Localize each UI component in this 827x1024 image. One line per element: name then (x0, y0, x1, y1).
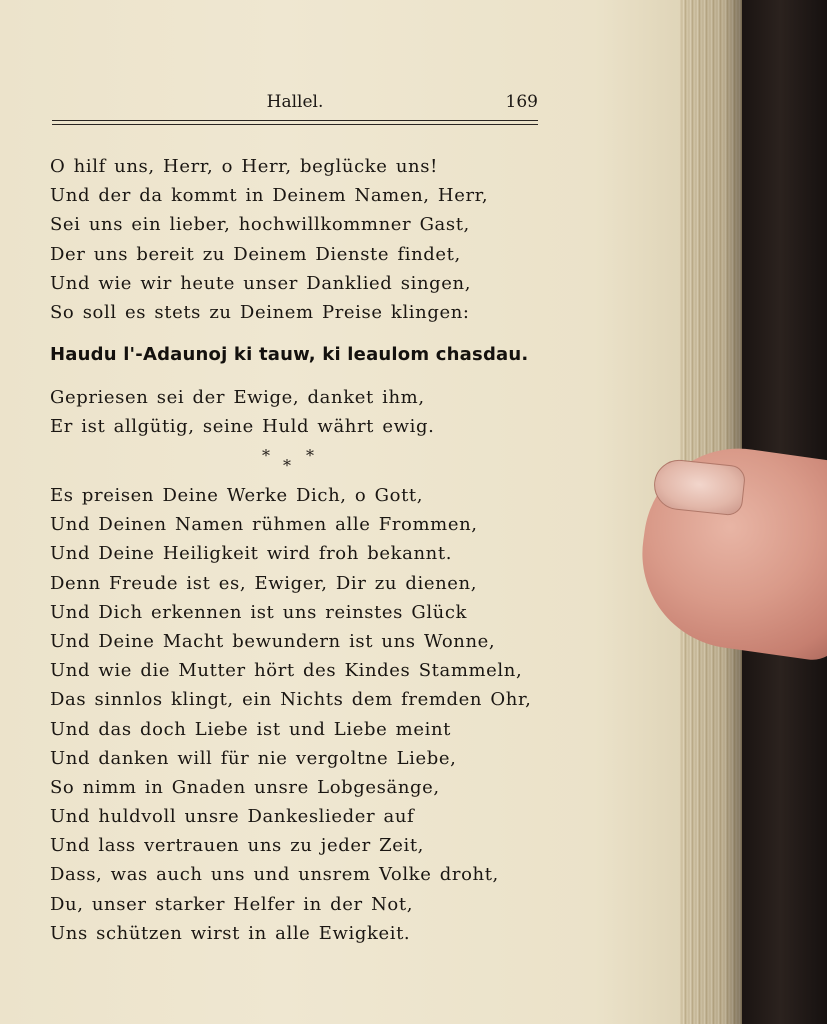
verse-line: Und Deinen Namen rühmen alle Frommen, (50, 514, 478, 536)
header-rule-top (52, 120, 538, 121)
verse-line: Du, unser starker Helfer in der Not, (50, 893, 414, 915)
verse-line: Und wie wir heute unser Danklied singen, (50, 272, 472, 294)
hebrew-transliteration-heading: Haudu l'-Adaunoj ki tauw, ki leaulom chasdau. (50, 344, 529, 365)
verse-line: Gepriesen sei der Ewige, danket ihm, (50, 387, 425, 408)
verse-line: Dass, was auch uns und unsrem Volke droht, (50, 864, 499, 886)
page-number: 169 (505, 92, 538, 112)
stanza-2 (50, 383, 550, 441)
verse-line: Und Deine Heiligkeit wird froh bekannt. (50, 543, 453, 565)
verse-line: Und das doch Liebe ist und Liebe meint (50, 718, 451, 740)
verse-line: Und der da kommt in Deinem Namen, Herr, (50, 185, 489, 207)
verse-line: Er ist allgütig, seine Huld währt ewig. (50, 416, 435, 438)
page-header (52, 92, 538, 122)
verse-line: Und wie die Mutter hört des Kindes Stammeln, (50, 660, 523, 682)
verse-line: Sei uns ein lieber, hochwillkommner Gast, (50, 214, 470, 236)
stanza-3 (50, 481, 550, 948)
verse-line: Und danken will für nie vergoltne Liebe, (50, 747, 457, 769)
verse-line: Denn Freude ist es, Ewiger, Dir zu dienen, (50, 572, 478, 594)
verse-line: So soll es stets zu Deinem Preise klingen: (50, 301, 470, 323)
verse-line: Und huldvoll unsre Dankeslieder auf (50, 806, 415, 828)
verse-line: So nimm in Gnaden unsre Lobgesänge, (50, 776, 440, 798)
stanza-1 (50, 152, 550, 327)
section-separator: * * * (262, 446, 314, 475)
verse-line: Uns schützen wirst in alle Ewigkeit. (50, 922, 411, 944)
verse-line: Und Dich erkennen ist uns reinstes Glück (50, 601, 468, 623)
header-rule-bottom (52, 124, 538, 125)
verse-line: O hilf uns, Herr, o Herr, beglücke uns! (50, 156, 438, 177)
verse-line: Es preisen Deine Werke Dich, o Gott, (50, 485, 424, 506)
verse-line: Der uns bereit zu Deinem Dienste findet, (50, 243, 461, 265)
verse-line: Das sinnlos klingt, ein Nichts dem fremden Ohr, (50, 689, 532, 711)
verse-line: Und lass vertrauen uns zu jeder Zeit, (50, 835, 424, 857)
running-title: Hallel. (266, 92, 324, 112)
verse-line: Und Deine Macht bewundern ist uns Wonne, (50, 630, 496, 652)
